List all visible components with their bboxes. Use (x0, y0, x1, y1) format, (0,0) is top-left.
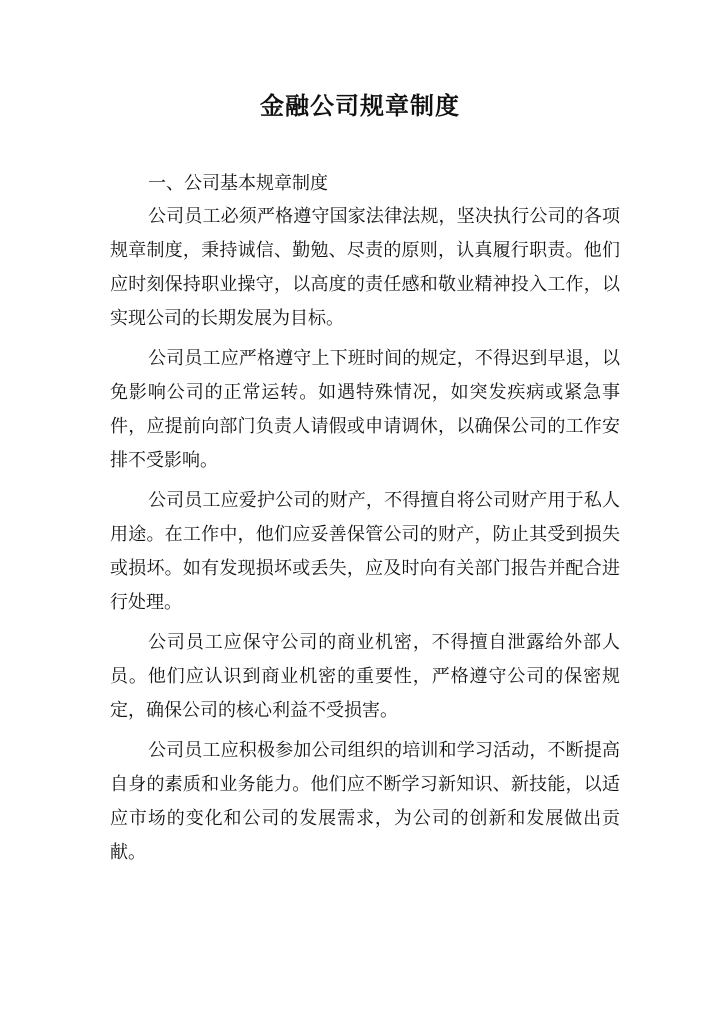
paragraph: 公司员工应积极参加公司组织的培训和学习活动，不断提高自身的素质和业务能力。他们应不断学习新知识、新技能，以适应市场的变化和公司的发展需求，为公司的创新和发展做出贡献。 (110, 740, 620, 863)
document-title: 金融公司规章制度 (260, 92, 460, 120)
paragraph: 公司员工应保守公司的商业机密，不得擅自泄露给外部人员。他们应认识到商业机密的重要性，严格遵守公司的保密规定，确保公司的核心利益不受损害。 (110, 632, 620, 721)
document-body (110, 168, 620, 876)
paragraph: 公司员工必须严格遵守国家法律法规，坚决执行公司的各项规章制度，秉持诚信、勤勉、尽责的原则，认真履行职责。他们应时刻保持职业操守，以高度的责任感和敬业精神投入工作，以实现公司的长期发展为目标。 (110, 206, 620, 329)
paragraph: 公司员工应严格遵守上下班时间的规定，不得迟到早退，以免影响公司的正常运转。如遇特殊情况，如突发疾病或紧急事件，应提前向部门负责人请假或申请调休，以确保公司的工作安排不受影响。 (110, 348, 620, 471)
section-heading: 一、公司基本规章制度 (148, 173, 328, 194)
paragraph: 公司员工应爱护公司的财产，不得擅自将公司财产用于私人用途。在工作中，他们应妥善保管公司的财产，防止其受到损失或损坏。如有发现损坏或丢失，应及时向有关部门报告并配合进行处理。 (110, 490, 620, 613)
